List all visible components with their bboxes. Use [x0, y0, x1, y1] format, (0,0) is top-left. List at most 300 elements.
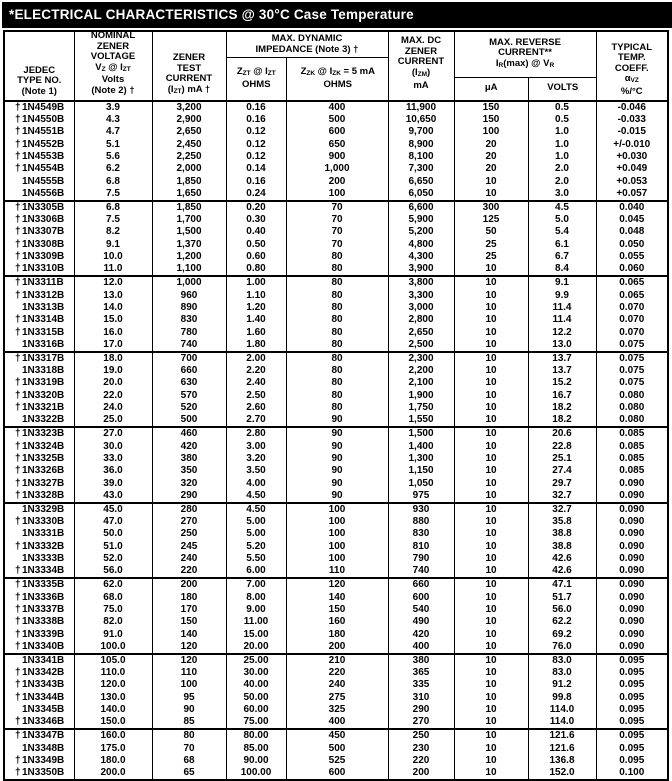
zzk-impedance-cell: 90: [286, 453, 388, 465]
header-line: CURRENT**: [498, 47, 552, 59]
zzt-impedance-cell: 0.16: [226, 114, 286, 126]
zener-voltage-cell: 56.0: [74, 565, 152, 578]
type-number: 1N4556B: [22, 187, 65, 199]
temp-coeff-cell: 0.050: [596, 239, 668, 251]
reverse-current-ua-cell: 10: [454, 326, 528, 338]
dagger-mark: †: [15, 730, 21, 742]
zzk-impedance-cell: 650: [286, 138, 388, 150]
zener-voltage-cell: 130.0: [74, 692, 152, 704]
header-line: MAX. DC: [400, 35, 442, 47]
jedec-type-cell: [4, 692, 74, 704]
table-row: [4, 528, 668, 540]
reverse-voltage-cell: 0.5: [528, 101, 596, 114]
temp-coeff-cell: 0.085: [596, 453, 668, 465]
jedec-type-cell: [4, 528, 74, 540]
reverse-voltage-cell: 38.8: [528, 541, 596, 553]
jedec-type-cell: [4, 390, 74, 402]
temp-coeff-cell: 0.080: [596, 390, 668, 402]
reverse-current-ua-cell: 10: [454, 390, 528, 402]
zzk-impedance-cell: 220: [286, 667, 388, 679]
test-current-cell: 150: [152, 616, 226, 628]
zzt-impedance-cell: 1.20: [226, 302, 286, 314]
table-row: [4, 276, 668, 289]
max-dc-zener-current-cell: 830: [388, 528, 454, 540]
temp-coeff-cell: 0.090: [596, 565, 668, 578]
zzk-impedance-cell: 80: [286, 365, 388, 377]
test-current-cell: 500: [152, 414, 226, 427]
dagger-mark: †: [15, 238, 21, 250]
temp-coeff-cell: 0.070: [596, 326, 668, 338]
zzk-impedance-cell: 100: [286, 541, 388, 553]
reverse-current-ua-cell: 10: [454, 679, 528, 691]
test-current-cell: 1,100: [152, 263, 226, 276]
temp-coeff-cell: 0.075: [596, 352, 668, 365]
type-number: 1N3341B: [22, 654, 65, 666]
table-row: [4, 352, 668, 365]
header-line: (Note 2) †: [91, 84, 135, 96]
table-row: [4, 365, 668, 377]
dagger-mark: †: [15, 477, 21, 489]
type-number: 1N3333B: [22, 553, 65, 565]
dagger-mark: †: [15, 402, 21, 414]
header-line: NOMINAL: [90, 30, 136, 41]
max-dc-zener-current-cell: 4,300: [388, 251, 454, 263]
reverse-current-ua-cell: 10: [454, 314, 528, 326]
reverse-voltage-cell: 32.7: [528, 490, 596, 503]
dagger-mark: †: [15, 754, 21, 766]
zener-voltage-cell: 10.0: [74, 251, 152, 263]
table-row: [4, 251, 668, 263]
zener-voltage-cell: 4.7: [74, 126, 152, 138]
header-line: JEDEC: [23, 64, 56, 76]
test-current-cell: 80: [152, 729, 226, 742]
test-current-cell: 3,200: [152, 101, 226, 114]
type-number: 1N3331B: [22, 528, 65, 540]
reverse-current-ua-cell: 25: [454, 239, 528, 251]
header-line: OHMS: [323, 78, 353, 90]
temp-coeff-cell: 0.085: [596, 440, 668, 452]
jedec-type-cell: [4, 163, 74, 175]
max-dc-zener-current-cell: 10,650: [388, 114, 454, 126]
subcol-header-microamps: [455, 78, 528, 100]
test-current-cell: 830: [152, 314, 226, 326]
zzk-impedance-cell: 600: [286, 767, 388, 780]
zener-voltage-cell: 3.9: [74, 101, 152, 114]
zzk-impedance-cell: 200: [286, 175, 388, 187]
zzk-impedance-cell: 160: [286, 616, 388, 628]
type-number: 1N3321B: [22, 402, 65, 414]
dagger-mark: †: [15, 201, 21, 213]
type-number: 1N3328B: [22, 489, 65, 501]
temp-coeff-cell: 0.095: [596, 729, 668, 742]
table-body: [4, 101, 668, 781]
test-current-cell: 120: [152, 641, 226, 654]
type-number: 1N3330B: [22, 516, 65, 527]
zzk-impedance-cell: 500: [286, 742, 388, 754]
reverse-voltage-cell: 13.7: [528, 365, 596, 377]
zzt-impedance-cell: 2.40: [226, 377, 286, 389]
zzk-impedance-cell: 90: [286, 477, 388, 489]
reverse-current-ua-cell: 10: [454, 427, 528, 440]
table-row: [4, 541, 668, 553]
max-dc-zener-current-cell: 365: [388, 667, 454, 679]
zzt-impedance-cell: 2.80: [226, 427, 286, 440]
zzt-impedance-cell: 4.50: [226, 503, 286, 516]
temp-coeff-cell: 0.095: [596, 679, 668, 691]
reverse-current-ua-cell: 10: [454, 692, 528, 704]
reverse-current-ua-cell: 10: [454, 578, 528, 591]
dagger-mark: †: [15, 579, 21, 591]
reverse-current-ua-cell: 10: [454, 616, 528, 628]
jedec-type-cell: [4, 289, 74, 301]
zener-voltage-cell: 18.0: [74, 352, 152, 365]
zzt-impedance-cell: 15.00: [226, 628, 286, 640]
subcol-header-zzt: [227, 58, 287, 100]
test-current-cell: 70: [152, 742, 226, 754]
reverse-current-ua-cell: 150: [454, 114, 528, 126]
reverse-voltage-cell: 51.7: [528, 591, 596, 603]
zzt-impedance-cell: 50.00: [226, 692, 286, 704]
temp-coeff-cell: 0.090: [596, 516, 668, 528]
reverse-voltage-cell: 16.7: [528, 390, 596, 402]
reverse-current-ua-cell: 20: [454, 138, 528, 150]
jedec-type-cell: [4, 114, 74, 126]
reverse-current-ua-cell: 10: [454, 263, 528, 276]
jedec-type-cell: [4, 365, 74, 377]
zzt-impedance-cell: 5.50: [226, 553, 286, 565]
jedec-type-cell: [4, 490, 74, 503]
test-current-cell: 780: [152, 326, 226, 338]
zzk-impedance-cell: 100: [286, 553, 388, 565]
zzk-impedance-cell: 100: [286, 528, 388, 540]
table-row: [4, 414, 668, 427]
type-number: 1N3310B: [22, 263, 65, 275]
header-formula: IR(max) @ VR: [495, 57, 555, 69]
reverse-voltage-cell: 5.0: [528, 214, 596, 226]
zzt-impedance-cell: 0.30: [226, 214, 286, 226]
zener-voltage-cell: 47.0: [74, 516, 152, 528]
table-row: [4, 591, 668, 603]
type-number: 1N3342B: [22, 667, 65, 678]
zener-voltage-cell: 25.0: [74, 414, 152, 427]
zzt-impedance-cell: 0.16: [226, 175, 286, 187]
reverse-current-ua-cell: 10: [454, 302, 528, 314]
max-dc-zener-current-cell: 2,300: [388, 352, 454, 365]
zener-voltage-cell: 6.8: [74, 201, 152, 214]
dagger-mark: †: [15, 101, 21, 113]
reverse-current-ua-cell: 10: [454, 453, 528, 465]
jedec-type-cell: [4, 126, 74, 138]
type-number: 1N3348B: [22, 742, 65, 754]
reverse-voltage-cell: 29.7: [528, 477, 596, 489]
reverse-current-ua-cell: 10: [454, 528, 528, 540]
zener-voltage-cell: 27.0: [74, 427, 152, 440]
jedec-type-cell: [4, 578, 74, 591]
jedec-type-cell: [4, 414, 74, 427]
reverse-voltage-cell: 69.2: [528, 628, 596, 640]
test-current-cell: 2,450: [152, 138, 226, 150]
zzk-impedance-cell: 100: [286, 188, 388, 201]
reverse-voltage-cell: 0.5: [528, 114, 596, 126]
type-number: 1N3336B: [22, 591, 65, 603]
test-current-cell: 630: [152, 377, 226, 389]
zener-voltage-cell: 120.0: [74, 679, 152, 691]
header-formula: ZZK @ IZK = 5 mA: [300, 66, 375, 78]
test-current-cell: 65: [152, 767, 226, 780]
temp-coeff-cell: 0.055: [596, 251, 668, 263]
zzt-impedance-cell: 6.00: [226, 565, 286, 578]
zener-voltage-cell: 20.0: [74, 377, 152, 389]
test-current-cell: 95: [152, 692, 226, 704]
jedec-type-cell: [4, 755, 74, 767]
type-number: 1N3338B: [22, 616, 65, 628]
zener-voltage-cell: 6.8: [74, 175, 152, 187]
zzk-impedance-cell: 150: [286, 604, 388, 616]
jedec-type-cell: [4, 226, 74, 238]
zener-voltage-cell: 52.0: [74, 553, 152, 565]
test-current-cell: 250: [152, 528, 226, 540]
test-current-cell: 85: [152, 716, 226, 729]
test-current-cell: 140: [152, 628, 226, 640]
jedec-type-cell: [4, 553, 74, 565]
type-number: 1N3309B: [22, 251, 65, 263]
reverse-voltage-cell: 99.8: [528, 692, 596, 704]
zzk-impedance-cell: 70: [286, 226, 388, 238]
dagger-mark: †: [15, 540, 21, 552]
test-current-cell: 1,370: [152, 239, 226, 251]
header-line: OHMS: [242, 78, 271, 90]
test-current-cell: 280: [152, 503, 226, 516]
temp-coeff-cell: -0.033: [596, 114, 668, 126]
type-number: 1N4549B: [22, 101, 65, 113]
zzk-impedance-cell: 400: [286, 716, 388, 729]
type-number: 1N3314B: [22, 314, 65, 326]
test-current-cell: 240: [152, 553, 226, 565]
test-current-cell: 420: [152, 440, 226, 452]
reverse-voltage-cell: 114.0: [528, 704, 596, 716]
zzt-impedance-cell: 11.00: [226, 616, 286, 628]
zzt-impedance-cell: 4.50: [226, 490, 286, 503]
temp-coeff-cell: 0.100: [596, 767, 668, 780]
type-number: 1N3306B: [22, 214, 65, 225]
zzk-impedance-cell: 80: [286, 326, 388, 338]
max-dc-zener-current-cell: 790: [388, 553, 454, 565]
zzt-impedance-cell: 5.20: [226, 541, 286, 553]
table-row: [4, 641, 668, 654]
table-row: [4, 289, 668, 301]
test-current-cell: 2,900: [152, 114, 226, 126]
zzk-impedance-cell: 500: [286, 114, 388, 126]
max-dc-zener-current-cell: 975: [388, 490, 454, 503]
table-row: [4, 263, 668, 276]
test-current-cell: 120: [152, 654, 226, 667]
zzk-impedance-cell: 140: [286, 591, 388, 603]
reverse-current-ua-cell: 10: [454, 654, 528, 667]
dagger-mark: †: [15, 138, 21, 150]
zener-voltage-cell: 4.3: [74, 114, 152, 126]
reverse-voltage-cell: 2.0: [528, 163, 596, 175]
reverse-current-ua-cell: 10: [454, 490, 528, 503]
dagger-mark: †: [15, 428, 21, 440]
reverse-current-ua-cell: 10: [454, 704, 528, 716]
table-row: [4, 692, 668, 704]
type-number: 1N3316B: [22, 338, 65, 350]
reverse-current-ua-cell: 10: [454, 755, 528, 767]
zzk-impedance-cell: 90: [286, 414, 388, 427]
jedec-type-cell: [4, 188, 74, 201]
temp-coeff-cell: +0.049: [596, 163, 668, 175]
col-header-typical-temp-coeff: [596, 31, 668, 101]
temp-coeff-cell: 0.090: [596, 477, 668, 489]
temp-coeff-cell: 0.095: [596, 716, 668, 729]
reverse-current-ua-cell: 10: [454, 377, 528, 389]
header-line: TYPE NO.: [17, 75, 62, 87]
zzt-impedance-cell: 5.00: [226, 516, 286, 528]
jedec-type-cell: [4, 402, 74, 414]
test-current-cell: 2,000: [152, 163, 226, 175]
table-row: [4, 565, 668, 578]
reverse-current-ua-cell: 10: [454, 339, 528, 352]
reverse-voltage-cell: 42.6: [528, 553, 596, 565]
jedec-type-cell: [4, 654, 74, 667]
zener-voltage-cell: 7.5: [74, 214, 152, 226]
type-number: 1N3315B: [22, 326, 65, 338]
table-row: [4, 654, 668, 667]
max-dc-zener-current-cell: 2,200: [388, 365, 454, 377]
table-row: [4, 302, 668, 314]
zener-voltage-cell: 180.0: [74, 755, 152, 767]
zener-voltage-cell: 110.0: [74, 667, 152, 679]
reverse-voltage-cell: 13.0: [528, 339, 596, 352]
zzk-impedance-cell: 600: [286, 126, 388, 138]
header-line: ZENER: [404, 45, 438, 57]
header-line: COEFF.: [614, 62, 649, 74]
table-row: [4, 138, 668, 150]
zzt-impedance-cell: 0.12: [226, 138, 286, 150]
max-dc-zener-current-cell: 1,300: [388, 453, 454, 465]
header-formula: ZZT @ IZT: [236, 66, 276, 78]
test-current-cell: 380: [152, 453, 226, 465]
dagger-mark: †: [15, 377, 21, 389]
reverse-current-ua-cell: 10: [454, 541, 528, 553]
table-row: [4, 188, 668, 201]
reverse-current-ua-cell: 10: [454, 742, 528, 754]
temp-coeff-cell: +/-0.010: [596, 138, 668, 150]
table-row: [4, 490, 668, 503]
zzt-impedance-cell: 3.20: [226, 453, 286, 465]
reverse-voltage-cell: 9.1: [528, 276, 596, 289]
max-dc-zener-current-cell: 2,500: [388, 339, 454, 352]
temp-coeff-cell: -0.046: [596, 101, 668, 114]
dagger-mark: †: [15, 565, 21, 577]
temp-coeff-cell: 0.095: [596, 742, 668, 754]
reverse-voltage-cell: 11.4: [528, 302, 596, 314]
reverse-current-ua-cell: 10: [454, 516, 528, 528]
zzt-impedance-cell: 1.60: [226, 326, 286, 338]
reverse-voltage-cell: 5.4: [528, 226, 596, 238]
type-number: 1N3323B: [22, 428, 65, 440]
temp-coeff-cell: 0.090: [596, 490, 668, 503]
temp-coeff-cell: 0.095: [596, 755, 668, 767]
dagger-mark: †: [15, 679, 21, 691]
max-dc-zener-current-cell: 250: [388, 729, 454, 742]
jedec-type-cell: [4, 616, 74, 628]
test-current-cell: 890: [152, 302, 226, 314]
table-row: [4, 239, 668, 251]
max-dc-zener-current-cell: 7,300: [388, 163, 454, 175]
table-row: [4, 226, 668, 238]
max-dc-zener-current-cell: 9,700: [388, 126, 454, 138]
table-row: [4, 516, 668, 528]
reverse-current-ua-cell: 300: [454, 201, 528, 214]
table-row: [4, 503, 668, 516]
type-number: 1N3334B: [22, 565, 65, 577]
dagger-mark: †: [15, 113, 21, 125]
max-dc-zener-current-cell: 2,100: [388, 377, 454, 389]
reverse-current-ua-cell: 10: [454, 276, 528, 289]
zzk-impedance-cell: 210: [286, 654, 388, 667]
table-row: [4, 767, 668, 780]
type-number: 1N3350B: [22, 767, 65, 779]
table-row: [4, 477, 668, 489]
reverse-current-ua-cell: 10: [454, 716, 528, 729]
reverse-voltage-cell: 25.1: [528, 453, 596, 465]
jedec-type-cell: [4, 427, 74, 440]
zzt-impedance-cell: 85.00: [226, 742, 286, 754]
zzk-impedance-cell: 80: [286, 276, 388, 289]
jedec-type-cell: [4, 716, 74, 729]
jedec-type-cell: [4, 326, 74, 338]
type-number: 1N3317B: [22, 352, 65, 364]
test-current-cell: 290: [152, 490, 226, 503]
table-row: [4, 578, 668, 591]
test-current-cell: 270: [152, 516, 226, 528]
temp-coeff-cell: 0.090: [596, 503, 668, 516]
zzt-impedance-cell: 0.80: [226, 263, 286, 276]
zzk-impedance-cell: 275: [286, 692, 388, 704]
zener-voltage-cell: 160.0: [74, 729, 152, 742]
test-current-cell: 700: [152, 352, 226, 365]
zzt-impedance-cell: 8.00: [226, 591, 286, 603]
table-row: [4, 553, 668, 565]
test-current-cell: 1,650: [152, 188, 226, 201]
zener-voltage-cell: 9.1: [74, 239, 152, 251]
jedec-type-cell: [4, 704, 74, 716]
test-current-cell: 100: [152, 679, 226, 691]
temp-coeff-cell: 0.048: [596, 226, 668, 238]
zzt-impedance-cell: 75.00: [226, 716, 286, 729]
zzt-impedance-cell: 1.80: [226, 339, 286, 352]
reverse-voltage-cell: 27.4: [528, 465, 596, 477]
type-number: 1N3322B: [22, 414, 65, 426]
header-line: VOLTS: [547, 82, 579, 94]
type-number: 1N3311B: [22, 277, 64, 289]
dagger-mark: †: [15, 226, 21, 238]
jedec-type-cell: [4, 767, 74, 780]
reverse-current-ua-cell: 10: [454, 767, 528, 780]
zzt-impedance-cell: 1.10: [226, 289, 286, 301]
page-title-text: *ELECTRICAL CHARACTERISTICS @ 30°C Case Temperature: [9, 7, 414, 22]
page-title: [2, 2, 672, 28]
reverse-voltage-cell: 15.2: [528, 377, 596, 389]
jedec-type-cell: [4, 352, 74, 365]
zzk-impedance-cell: 80: [286, 302, 388, 314]
max-dc-zener-current-cell: 6,650: [388, 175, 454, 187]
zzk-impedance-cell: 90: [286, 465, 388, 477]
reverse-voltage-cell: 20.6: [528, 427, 596, 440]
test-current-cell: 1,000: [152, 276, 226, 289]
max-dc-zener-current-cell: 230: [388, 742, 454, 754]
